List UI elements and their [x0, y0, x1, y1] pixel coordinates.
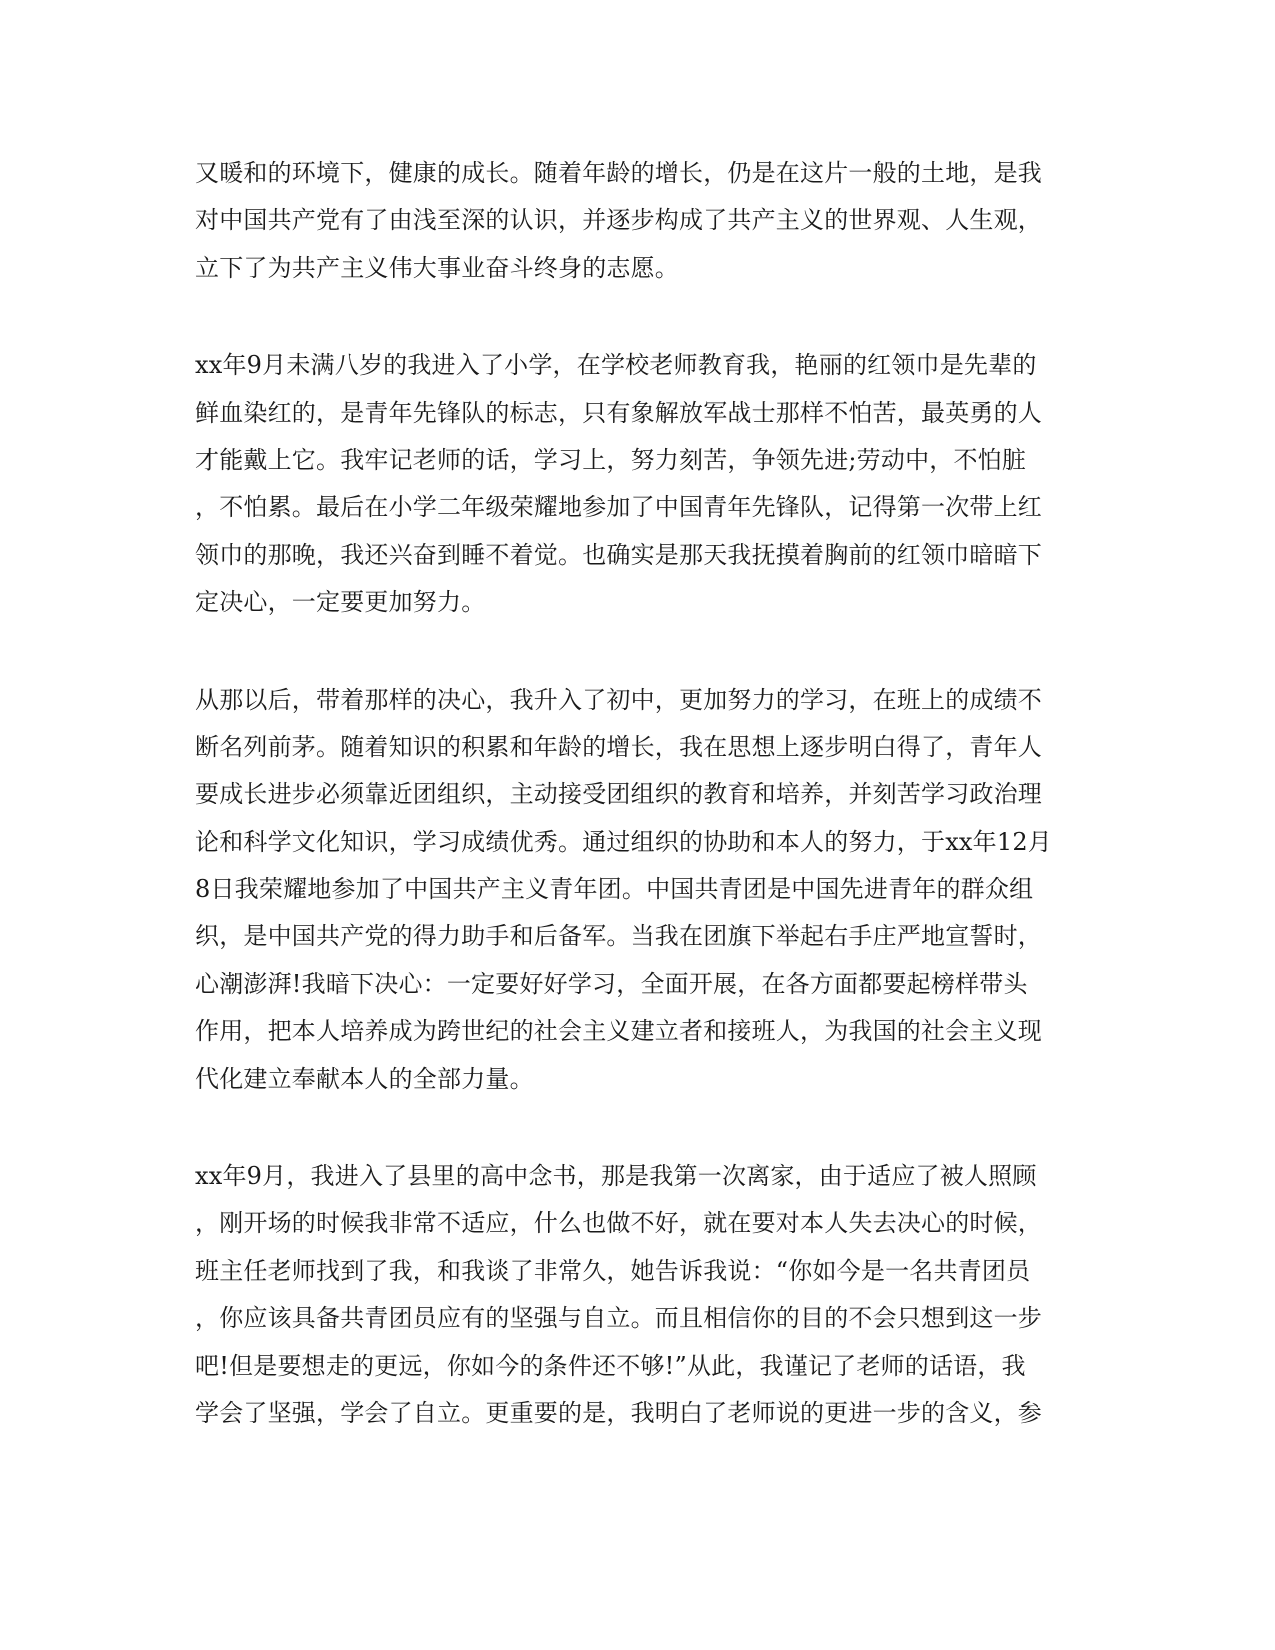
text-line: ，你应该具备共青团员应有的坚强与自立。而且相信你的目的不会只想到这一步 — [195, 1304, 1042, 1333]
paragraph-2 — [195, 342, 1075, 626]
text-line: 断名列前茅。随着知识的积累和年龄的增长，我在思想上逐步明白得了，青年人 — [195, 732, 1042, 761]
text-line: 领巾的那晚，我还兴奋到睡不着觉。也确实是那天我抚摸着胸前的红领巾暗暗下 — [195, 540, 1042, 569]
text-line: 班主任老师找到了我，和我谈了非常久，她告诉我说：“你如今是一名共青团员 — [195, 1256, 1031, 1285]
text-line: xx年9月未满八岁的我进入了小学，在学校老师教育我，艳丽的红领巾是先辈的 — [195, 351, 1037, 380]
text-line: 论和科学文化知识，学习成绩优秀。通过组织的协助和本人的努力，于xx年12月 — [195, 827, 1053, 856]
text-line: 吧!但是要想走的更远，你如今的条件还不够!”从此，我谨记了老师的话语，我 — [195, 1351, 1026, 1380]
text-line: 从那以后，带着那样的决心，我升入了初中，更加努力的学习，在班上的成绩不 — [195, 685, 1042, 714]
text-line: 定决心，一定要更加努力。 — [195, 588, 486, 617]
paragraph-spacer — [195, 1103, 1075, 1153]
text-line: 要成长进步必须靠近团组织，主动接受团组织的教育和培养，并刻苦学习政治理 — [195, 780, 1042, 809]
paragraph-4 — [195, 1153, 1075, 1437]
text-line: 代化建立奉献本人的全部力量。 — [195, 1064, 534, 1093]
text-line: ，不怕累。最后在小学二年级荣耀地参加了中国青年先锋队，记得第一次带上红 — [195, 493, 1042, 522]
paragraph-spacer — [195, 627, 1075, 677]
text-line: 又暖和的环境下，健康的成长。随着年龄的增长，仍是在这片一般的土地，是我 — [195, 159, 1042, 187]
text-line: 织，是中国共产党的得力助手和后备军。当我在团旗下举起右手庄严地宣誓时， — [195, 922, 1042, 951]
text-line: 作用，把本人培养成为跨世纪的社会主义建立者和接班人，为我国的社会主义现 — [195, 1017, 1042, 1046]
text-line: 学会了坚强，学会了自立。更重要的是，我明白了老师说的更进一步的含义，参 — [195, 1398, 1042, 1427]
paragraph-3 — [195, 677, 1075, 1104]
text-line: 立下了为共产主义伟大事业奋斗终身的志愿。 — [195, 253, 679, 282]
document-body — [195, 150, 1075, 1437]
text-line: xx年9月，我进入了县里的高中念书，那是我第一次离家，由于适应了被人照顾 — [195, 1162, 1037, 1191]
text-line: 8日我荣耀地参加了中国共产主义青年团。中国共青团是中国先进青年的群众组 — [195, 875, 1034, 904]
paragraph-spacer — [195, 292, 1075, 342]
text-line: ，刚开场的时候我非常不适应，什么也做不好，就在要对本人失去决心的时候， — [195, 1209, 1042, 1238]
paragraph-1 — [195, 150, 1075, 292]
text-line: 才能戴上它。我牢记老师的话，学习上，努力刻苦，争领先进;劳动中，不怕脏 — [195, 445, 1027, 474]
text-line: 鲜血染红的，是青年先锋队的标志，只有象解放军战士那样不怕苦，最英勇的人 — [195, 398, 1042, 427]
text-line: 对中国共产党有了由浅至深的认识，并逐步构成了共产主义的世界观、人生观， — [195, 206, 1042, 235]
text-line: 心潮澎湃!我暗下决心：一定要好好学习，全面开展，在各方面都要起榜样带头 — [195, 969, 1028, 998]
